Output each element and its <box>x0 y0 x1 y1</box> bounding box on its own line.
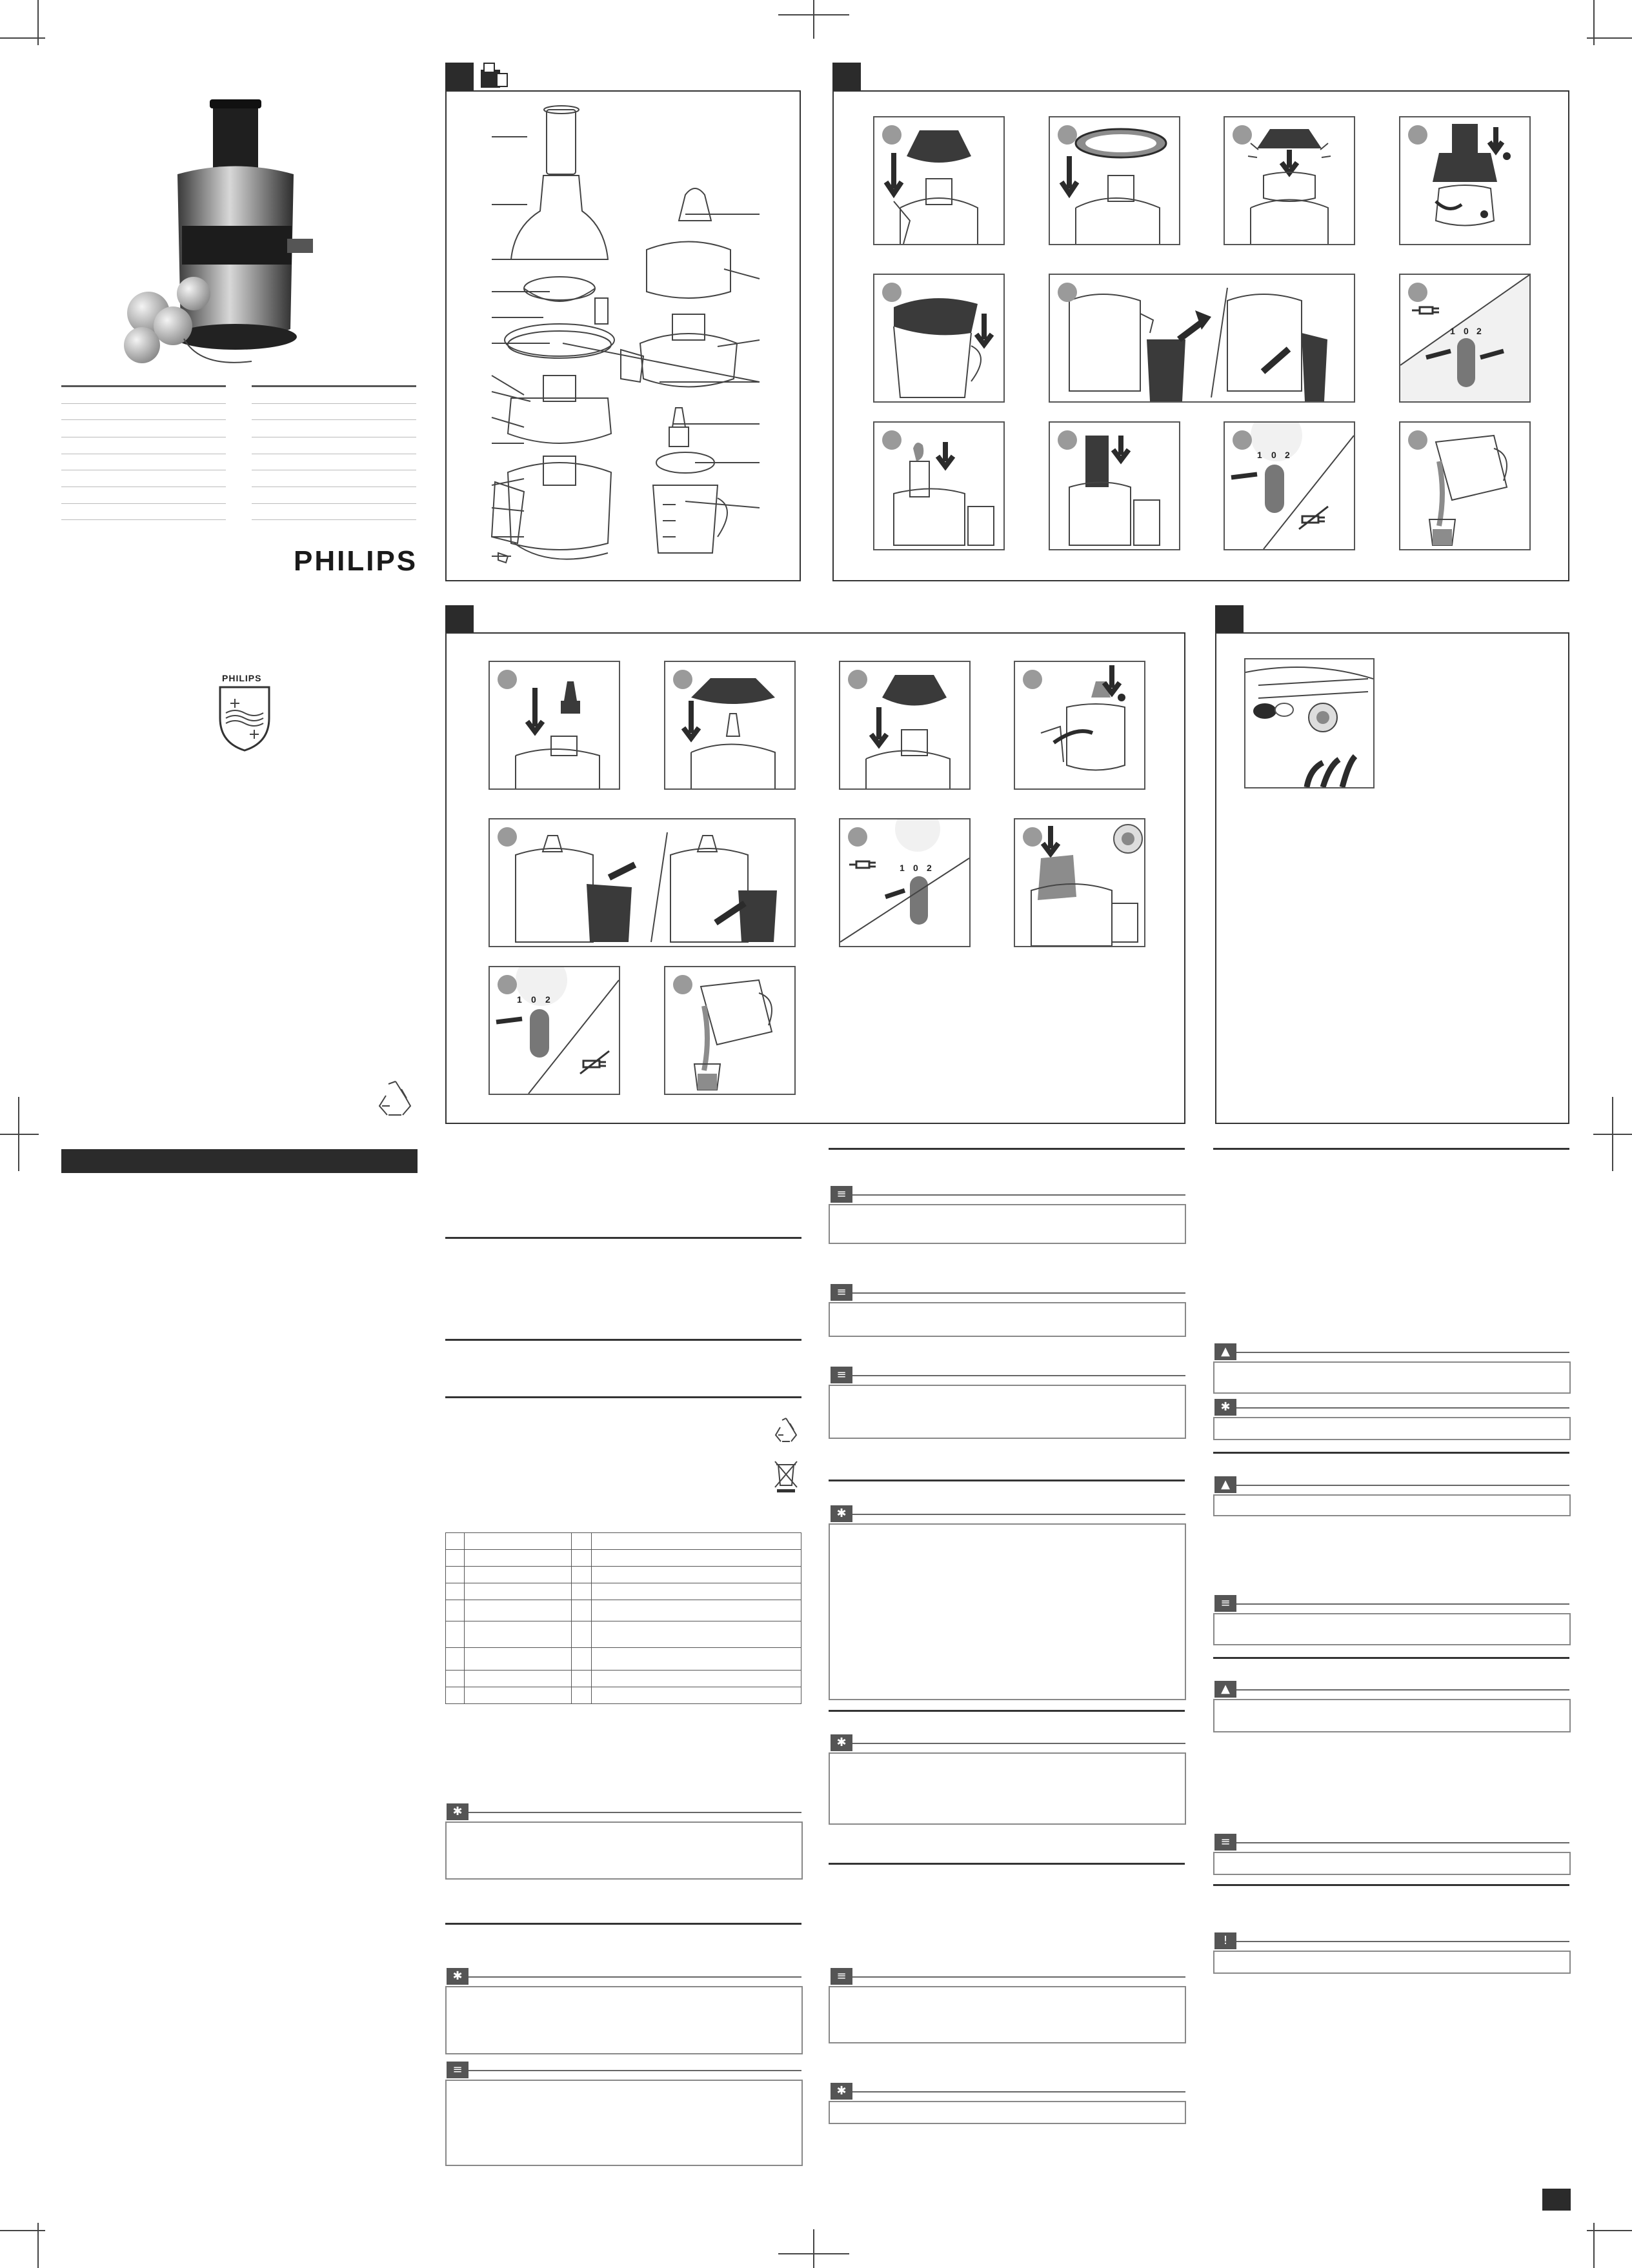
asterisk-tip-icon: ✱ <box>831 1505 852 1522</box>
note-lines-icon: ≡ <box>831 1968 852 1985</box>
citrus-step-figure-wide <box>489 818 796 947</box>
box-contents-icon <box>478 61 510 92</box>
step-number-marker <box>1233 125 1252 145</box>
warning-bar <box>1236 1352 1569 1353</box>
tip-bar <box>852 2091 1185 2092</box>
section-rule <box>1213 1452 1569 1454</box>
knob-label-2: 2 <box>545 994 550 1005</box>
note-lines-icon: ≡ <box>1214 1595 1236 1612</box>
knob-label-2: 2 <box>1476 326 1482 336</box>
tip-box <box>445 1986 803 2054</box>
step-number-marker <box>848 670 867 689</box>
asterisk-tip-icon: ✱ <box>1214 1399 1236 1416</box>
note-bar <box>852 1292 1185 1294</box>
step-number-marker <box>848 827 867 847</box>
knob-label-0: 0 <box>1464 326 1469 336</box>
tip-bar <box>1236 1407 1569 1409</box>
citrus-step-figure <box>664 966 796 1095</box>
step-number-marker <box>1058 430 1077 450</box>
tip-bar <box>852 1514 1185 1515</box>
step-number-marker <box>1408 283 1427 302</box>
step-number-marker <box>882 125 902 145</box>
step-number-marker <box>673 975 692 994</box>
section-rule <box>829 1480 1185 1481</box>
knob-label-0: 0 <box>1271 450 1276 460</box>
knob-label-2: 2 <box>927 863 932 873</box>
note-box <box>1213 1613 1571 1645</box>
shield-text: PHILIPS <box>222 673 262 683</box>
juicing-step-figure <box>1224 116 1355 245</box>
section-rule <box>1213 1657 1569 1659</box>
tip-box <box>829 2101 1186 2124</box>
citrus-step-figure <box>1014 661 1145 790</box>
crossed-bin-icon <box>773 1460 799 1493</box>
note-bar <box>468 2070 801 2071</box>
step-number-marker <box>1058 125 1077 145</box>
warning-box <box>1213 1494 1571 1516</box>
knob-label-0: 0 <box>913 863 918 873</box>
warning-triangle-icon: ▲ <box>1214 1343 1236 1360</box>
crop-mark <box>1593 2223 1595 2268</box>
step-number-marker <box>1408 125 1427 145</box>
recycle-icon <box>373 1078 418 1120</box>
note-bar <box>1236 1603 1569 1605</box>
knob-label-0: 0 <box>531 994 536 1005</box>
language-list-rule <box>252 503 416 504</box>
language-list-rule <box>61 403 226 404</box>
note-box <box>829 1385 1186 1439</box>
asterisk-tip-icon: ✱ <box>831 2083 852 2100</box>
knob-label-1: 1 <box>1450 326 1455 336</box>
step-number-marker <box>1058 283 1077 302</box>
juicing-step-figure-wide <box>1049 274 1355 403</box>
step-number-marker <box>882 283 902 302</box>
language-list-rule <box>61 519 226 520</box>
asterisk-tip-icon: ✱ <box>447 1803 468 1820</box>
registration-mark <box>0 1134 39 1135</box>
caution-bar <box>1236 1941 1569 1942</box>
warning-bar <box>1236 1689 1569 1691</box>
warning-box <box>1213 1699 1571 1732</box>
plug-icon <box>1412 307 1439 314</box>
tip-box <box>1213 1417 1571 1440</box>
citrus-step-figure <box>489 661 620 790</box>
language-list-rule <box>252 403 416 404</box>
crop-mark <box>37 0 39 45</box>
note-box <box>829 1302 1186 1337</box>
citrus-step-figure <box>664 661 796 790</box>
crop-mark <box>1593 0 1595 45</box>
knob-label-1: 1 <box>900 863 905 873</box>
section-rule <box>445 1237 801 1239</box>
juicing-step-figure <box>873 274 1005 403</box>
section-rule <box>829 1710 1185 1712</box>
citrus-step-figure <box>839 818 971 947</box>
asterisk-tip-icon: ✱ <box>831 1734 852 1751</box>
philips-wordmark: PHILIPS <box>294 545 418 577</box>
section-rule <box>829 1863 1185 1865</box>
registration-mark <box>813 0 814 39</box>
juicing-step-figure <box>873 116 1005 245</box>
juicing-step-figure <box>873 421 1005 550</box>
note-lines-icon: ≡ <box>831 1186 852 1203</box>
knob-label-2: 2 <box>1285 450 1290 460</box>
tip-box <box>829 1752 1186 1825</box>
juicing-step-figure <box>1399 421 1531 550</box>
note-box <box>445 2080 803 2166</box>
tip-bar <box>468 1812 801 1813</box>
caution-box <box>1213 1951 1571 1974</box>
juicing-step-figure <box>1399 274 1531 403</box>
step-number-marker <box>882 430 902 450</box>
warning-triangle-icon: ▲ <box>1214 1476 1236 1493</box>
overview-panel <box>445 90 801 581</box>
step-number-marker <box>673 670 692 689</box>
section-rule <box>445 1396 801 1398</box>
step-number-marker <box>1023 827 1042 847</box>
step-number-marker <box>1023 670 1042 689</box>
language-list-rule <box>252 519 416 520</box>
registration-mark <box>813 2229 814 2268</box>
juicing-step-figure <box>1049 116 1180 245</box>
language-list-rule <box>61 419 226 420</box>
warning-bar <box>1236 1485 1569 1486</box>
knob-label-1: 1 <box>1257 450 1262 460</box>
exclamation-icon: ! <box>1214 1932 1236 1949</box>
citrus-step-figure <box>489 966 620 1095</box>
juicing-step-figure <box>1399 116 1531 245</box>
page-number-tab <box>1542 2189 1571 2211</box>
citrus-step-figure <box>1014 818 1145 947</box>
warning-triangle-icon: ▲ <box>1214 1681 1236 1698</box>
overview-number-tab <box>445 63 474 91</box>
note-bar <box>852 1375 1185 1376</box>
section-rule <box>1213 1884 1569 1886</box>
note-bar <box>852 1194 1185 1196</box>
tip-bar <box>852 1743 1185 1744</box>
registration-mark <box>1612 1097 1613 1171</box>
language-bar <box>61 1149 418 1173</box>
note-bar <box>1236 1842 1569 1843</box>
section-rule <box>445 1923 801 1925</box>
step-number-marker <box>1408 430 1427 450</box>
language-list-rule <box>61 503 226 504</box>
step-number-marker <box>498 975 517 994</box>
note-lines-icon: ≡ <box>447 2062 468 2078</box>
cleaning-number-tab <box>1215 605 1244 634</box>
tip-box <box>829 1523 1186 1700</box>
tip-bar <box>468 1976 801 1978</box>
language-list-rule <box>252 419 416 420</box>
section-rule <box>1213 1148 1569 1150</box>
note-lines-icon: ≡ <box>831 1284 852 1301</box>
juicing-step-figure <box>1049 421 1180 550</box>
knob-label-1: 1 <box>517 994 522 1005</box>
note-box <box>1213 1852 1571 1875</box>
citrus-number-tab <box>445 605 474 634</box>
juicing-step-figure <box>1224 421 1355 550</box>
note-box <box>829 1204 1186 1244</box>
step-number-marker <box>1233 430 1252 450</box>
citrus-step-figure <box>839 661 971 790</box>
specification-table <box>445 1532 801 1704</box>
note-box <box>829 1986 1186 2043</box>
registration-mark <box>18 1097 19 1171</box>
crop-mark <box>37 2223 39 2268</box>
asterisk-tip-icon: ✱ <box>447 1968 468 1985</box>
cleaning-detail-figure <box>1244 658 1375 788</box>
recycle-icon <box>772 1416 800 1444</box>
product-photo <box>123 97 316 381</box>
tip-box <box>445 1821 803 1880</box>
philips-shield-logo <box>217 673 272 752</box>
language-list-rule <box>252 385 416 387</box>
step-number-marker <box>498 827 517 847</box>
section-rule <box>829 1148 1185 1150</box>
warning-box <box>1213 1361 1571 1394</box>
juicing-number-tab <box>832 63 861 91</box>
note-lines-icon: ≡ <box>831 1367 852 1383</box>
section-rule <box>445 1339 801 1341</box>
language-list-rule <box>61 385 226 387</box>
step-number-marker <box>498 670 517 689</box>
note-lines-icon: ≡ <box>1214 1834 1236 1851</box>
note-bar <box>852 1976 1185 1978</box>
